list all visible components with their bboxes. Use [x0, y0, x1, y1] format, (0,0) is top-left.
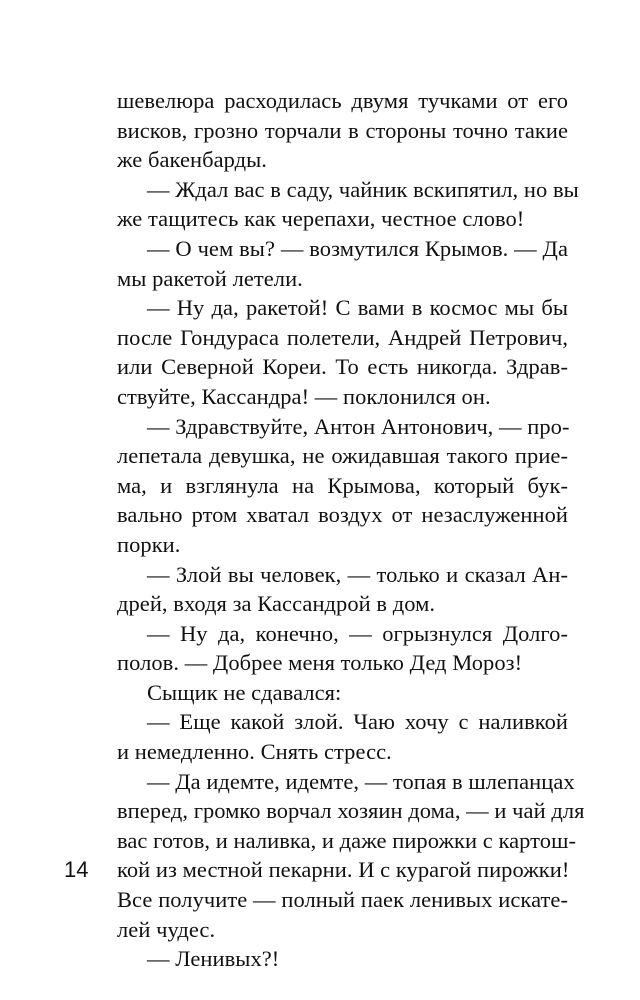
text-line: мы ракетой летели.: [117, 265, 303, 291]
body-text: [117, 86, 585, 974]
text-line: — Еще какой злой. Чаю хочу с наливкой: [147, 709, 568, 735]
text-line: порки.: [117, 531, 181, 557]
text-line: — Злой вы человек, — только и сказал Ан-: [147, 561, 568, 587]
page-number: 14: [64, 857, 89, 882]
text-line: шевелюра расходилась двумя тучками от его: [117, 88, 568, 113]
text-line: — О чем вы? — возмутился Крымов. — Да: [147, 235, 568, 261]
text-line: ма, и взглянула на Крымова, который бук-: [117, 472, 568, 498]
text-line: полов. — Добрее меня только Дед Мороз!: [117, 650, 523, 676]
text-line: висков, грозно торчали в стороны точно такие: [117, 117, 568, 143]
text-line: ствуйте, Кассандра! — поклонился он.: [117, 383, 491, 409]
text-line: и немедленно. Снять стресс.: [117, 739, 392, 765]
text-line: же бакенбарды.: [117, 147, 267, 173]
text-line: — Ну да, ракетой! С вами в космос мы бы: [147, 295, 568, 321]
text-line: вперед, громко ворчал хозяин дома, — и чай для: [117, 798, 585, 824]
text-line: — Да идемте, идемте, — топая в шлепанцах: [147, 768, 575, 794]
text-line: лей чудес.: [117, 916, 216, 942]
text-line: после Гондураса полетели, Андрей Петрович,: [117, 324, 568, 350]
text-line: вально ртом хватал воздух от незаслуженной: [117, 502, 568, 528]
text-line: же тащитесь как черепахи, честное слово!: [117, 206, 525, 232]
text-line: или Северной Кореи. То есть никогда. Здрав-: [117, 354, 568, 380]
text-line: — Ленивых?!: [147, 946, 280, 972]
text-line: вас готов, и наливка, и даже пирожки с картош-: [117, 827, 576, 853]
text-line: — Здравствуйте, Антон Антонович, — про-: [147, 413, 570, 439]
text-line: лепетала девушка, не ожидавшая такого прие-: [117, 443, 568, 469]
text-line: кой из местной пекарни. И с курагой пирожки!: [117, 857, 570, 883]
text-line: — Ну да, конечно, — огрызнулся Долго-: [147, 620, 568, 646]
text-line: дрей, входя за Кассандрой в дом.: [117, 591, 436, 617]
text-line: Все получите — полный паек ленивых искате-: [117, 887, 568, 913]
text-line: — Ждал вас в саду, чайник вскипятил, но вы: [147, 176, 579, 202]
text-line: Сыщик не сдавался:: [147, 679, 342, 705]
